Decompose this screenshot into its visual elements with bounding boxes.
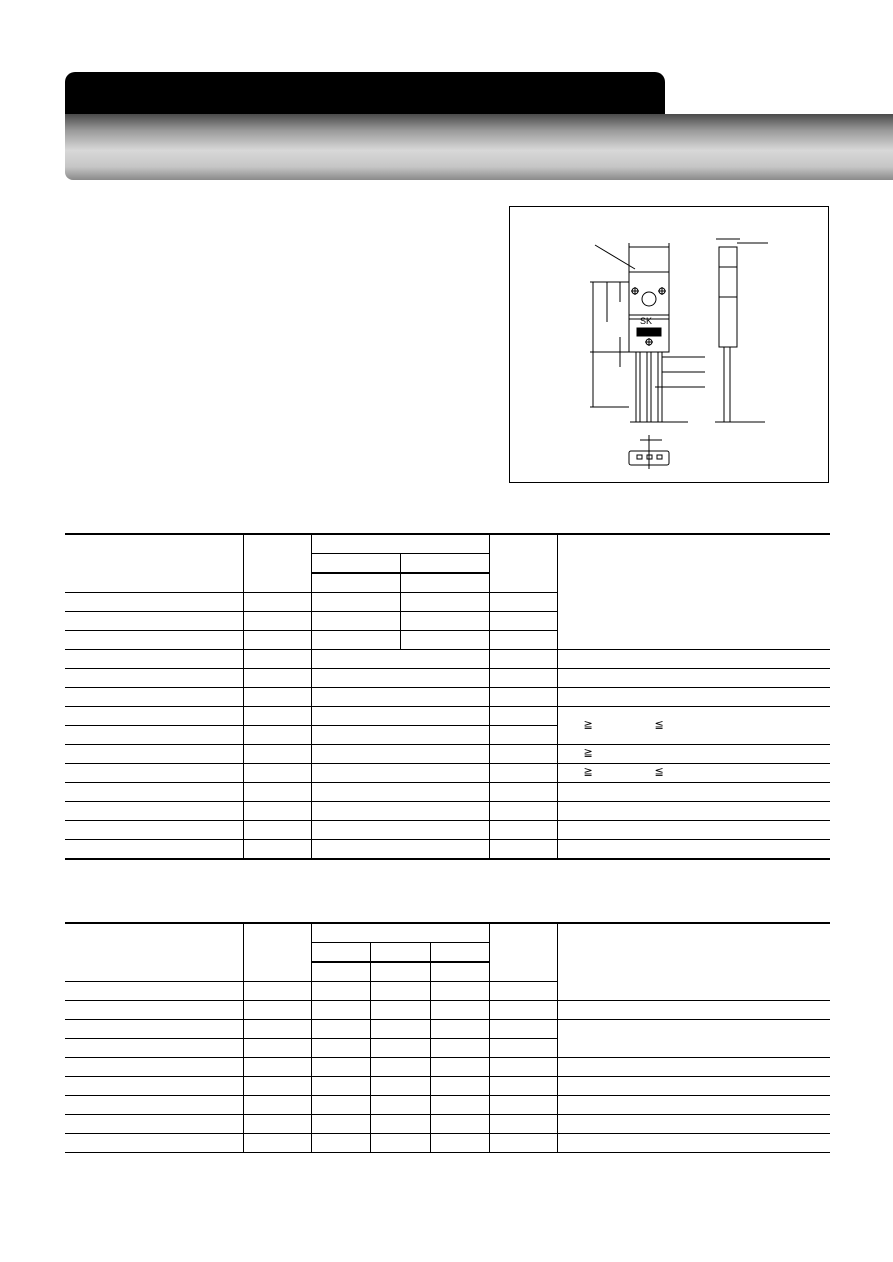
header-symbol [243,923,311,962]
table-row [65,669,830,688]
header-conditions [557,534,830,573]
maximum-ratings-table [65,533,830,860]
table-row [65,764,830,783]
table-row [65,707,830,726]
table-row [65,1077,830,1096]
header-typ [370,943,430,963]
header-max [430,943,489,963]
header-values [311,923,489,943]
package-outline-icon [510,207,830,484]
geq-symbol: ≧ [583,766,593,778]
electrical-characteristics-table [65,922,830,1153]
table-row [65,821,830,840]
table-row [65,650,830,669]
table-row [65,1058,830,1077]
table-row [65,745,830,764]
table-row [65,1001,830,1020]
table-row [65,1134,830,1153]
merged-condition-cell [557,573,830,650]
leq-symbol: ≦ [654,766,664,778]
table-row [65,802,830,821]
header-min [311,943,370,963]
svg-text:SK: SK [640,316,653,326]
table-row [65,962,830,982]
header-gradient-band [65,114,893,180]
table-row [65,1115,830,1134]
package-outline-figure [509,206,829,483]
condition-cell [557,745,830,764]
header-unit [489,534,557,573]
leq-symbol: ≦ [654,719,664,731]
table-header-row [65,534,830,554]
condition-cell [557,764,830,783]
header-conditions [557,923,830,962]
header-parameter [65,923,243,962]
condition-cell [557,707,830,745]
table-row [65,1096,830,1115]
table-row [65,840,830,860]
geq-symbol: ≧ [583,747,593,759]
header-unit [489,923,557,962]
table-row [65,688,830,707]
header-symbol [243,534,311,573]
header-sub-a [311,554,400,574]
table-row [65,783,830,802]
geq-symbol: ≧ [583,719,593,731]
table-header-row [65,923,830,943]
header-sub-b [400,554,489,574]
table-row [65,573,830,593]
header-ratings [311,534,489,554]
header-parameter [65,534,243,573]
table-row [65,1020,830,1039]
